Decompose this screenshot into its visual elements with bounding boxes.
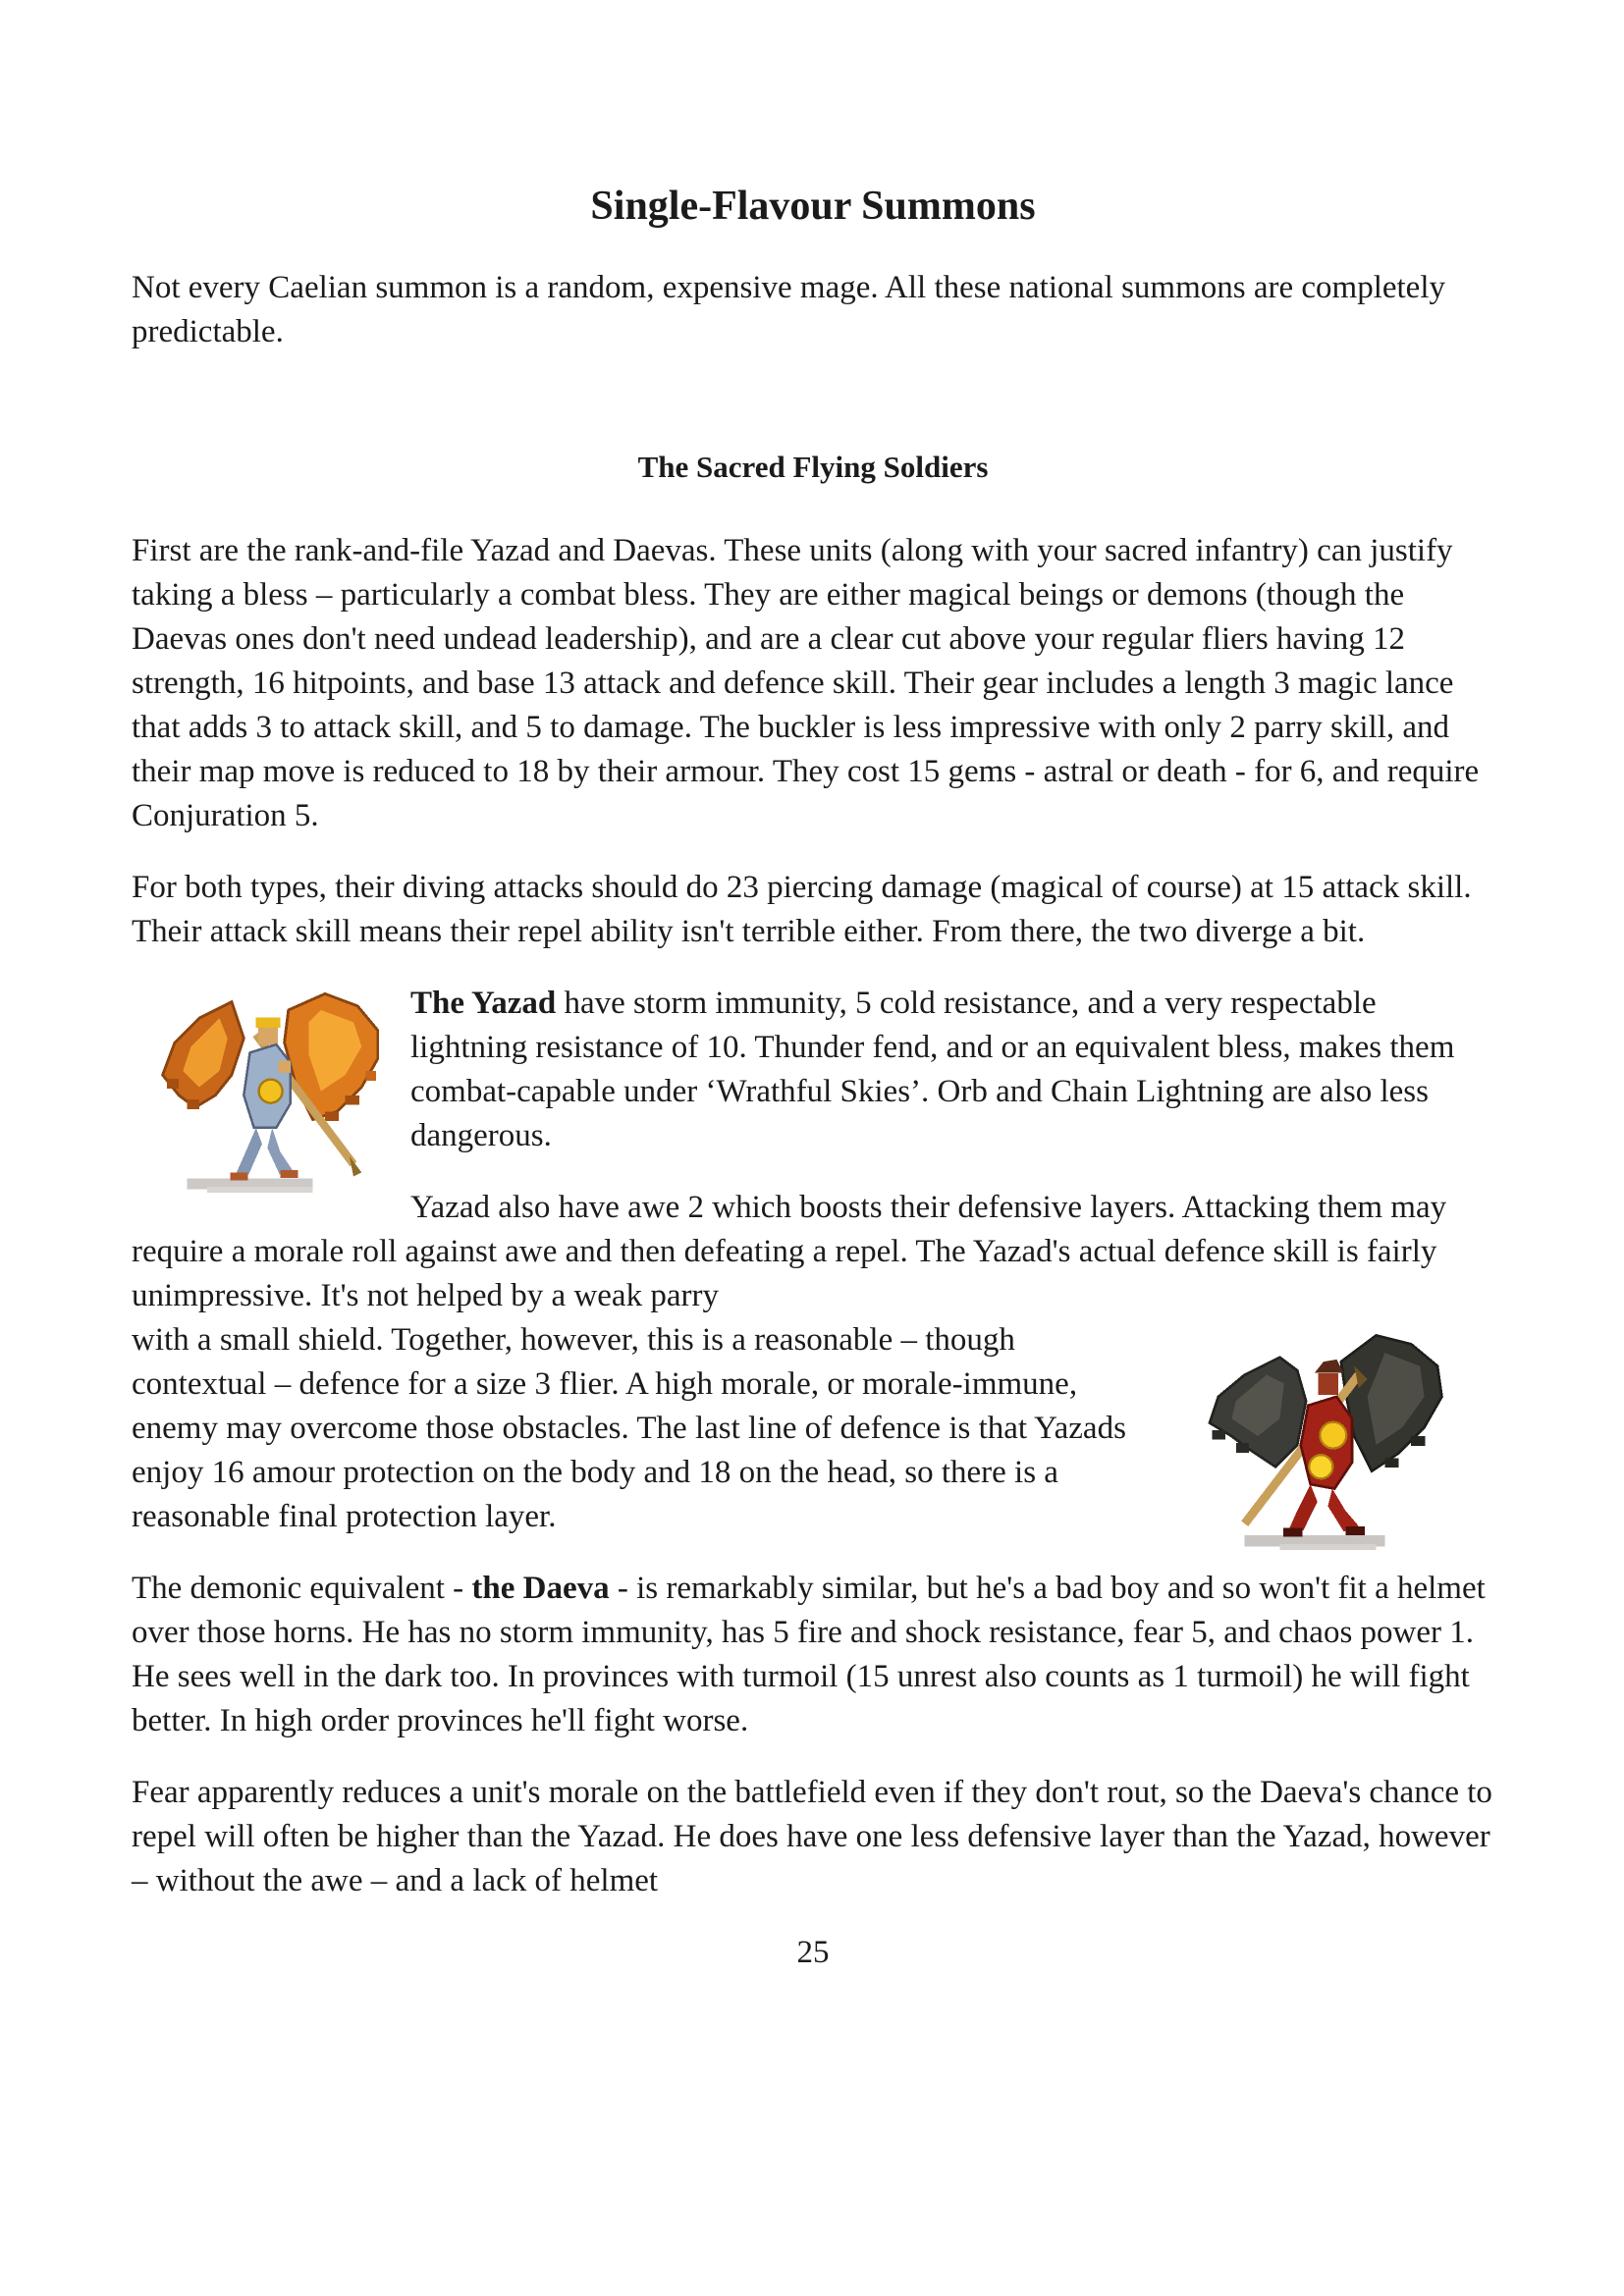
daeva-paragraph-text: - is remarkably similar, but he's a bad boy and so won't fit a helmet over those horns. He has no storm immunity, has 5 fire and shock resistance, fear 5, and chaos power 1. He sees well in the dark too. In provinces with turmoil (15 unrest also counts as 1 turmoil) he will fight better. In high order provinces he'll fight worse. <box>132 1570 1486 1738</box>
yazad-bold-label: The Yazad <box>410 985 557 1021</box>
yazad-paragraph-text: have storm immunity, 5 cold resistance, and a very respectable lightning resistance of 10. Thunder fend, and or an equivalent bless, makes them combat-capable under ‘Wrathful Skies’. Orb and Chain Lightning are also less dangerous. <box>410 985 1455 1153</box>
daeva-paragraph-pre: The demonic equivalent - <box>132 1570 472 1606</box>
section-heading: The Sacred Flying Soldiers <box>637 450 989 485</box>
page-title: Single-Flavour Summons <box>590 184 1036 229</box>
intro-paragraph: Not every Caelian summon is a random, expensive mage. All these national summons are completely predictable. <box>132 270 1445 350</box>
awe-paragraph <box>132 1186 1494 1539</box>
page-number: 25 <box>796 1934 830 1970</box>
daeva-bold-label: the Daeva <box>471 1570 610 1606</box>
fear-paragraph: Fear apparently reduces a unit's morale on the battlefield even if they don't rout, so the Daeva's chance to repel will often be higher than the Yazad. He does have one less defensive layer than the Yazad, however – without the awe – and a lack of helmet <box>132 1774 1492 1898</box>
awe-paragraph-part2: with a small shield. Together, however, this is a reasonable – though contextual – defence for a size 3 flier. A high morale, or morale-immune, enemy may overcome those obstacles. The last line of defence is that Yazads enjoy 16 amour protection on the body and 18 on the head, so there is a reasonable final protection layer. <box>132 1321 1126 1534</box>
diving-paragraph: For both types, their diving attacks should do 23 piercing damage (magical of course) at 15 attack skill. Their attack skill means their repel ability isn't terrible either. From there, the two diverge a bit. <box>132 869 1472 949</box>
daeva-paragraph <box>132 1567 1494 1743</box>
yazad-winged-soldier-icon <box>132 982 397 1193</box>
yazad-paragraph <box>132 982 1494 1158</box>
daeva-sprite-image <box>1153 1322 1494 1550</box>
daeva-winged-demon-icon <box>1153 1322 1494 1550</box>
awe-paragraph-part1: Yazad also have awe 2 which boosts their defensive layers. Attacking them may require a morale roll against awe and then defeating a repel. The Yazad's actual defence skill is fairly unimpressive. It's not helped by a weak parry <box>132 1189 1447 1313</box>
yazad-sprite-image <box>132 982 397 1193</box>
rankfile-paragraph: First are the rank-and-file Yazad and Daevas. These units (along with your sacred infantry) can justify taking a bless – particularly a combat bless. They are either magical beings or demons (though the Daevas ones don't need undead leadership), and are a clear cut above your regular fliers having 12 strength, 16 hitpoints, and base 13 attack and defence skill. Their gear includes a length 3 magic lance that adds 3 to attack skill, and 5 to damage. The buckler is less impressive with only 2 parry skill, and their map move is reduced to 18 by their armour. They cost 15 gems - astral or death - for 6, and require Conjuration 5. <box>132 532 1480 833</box>
